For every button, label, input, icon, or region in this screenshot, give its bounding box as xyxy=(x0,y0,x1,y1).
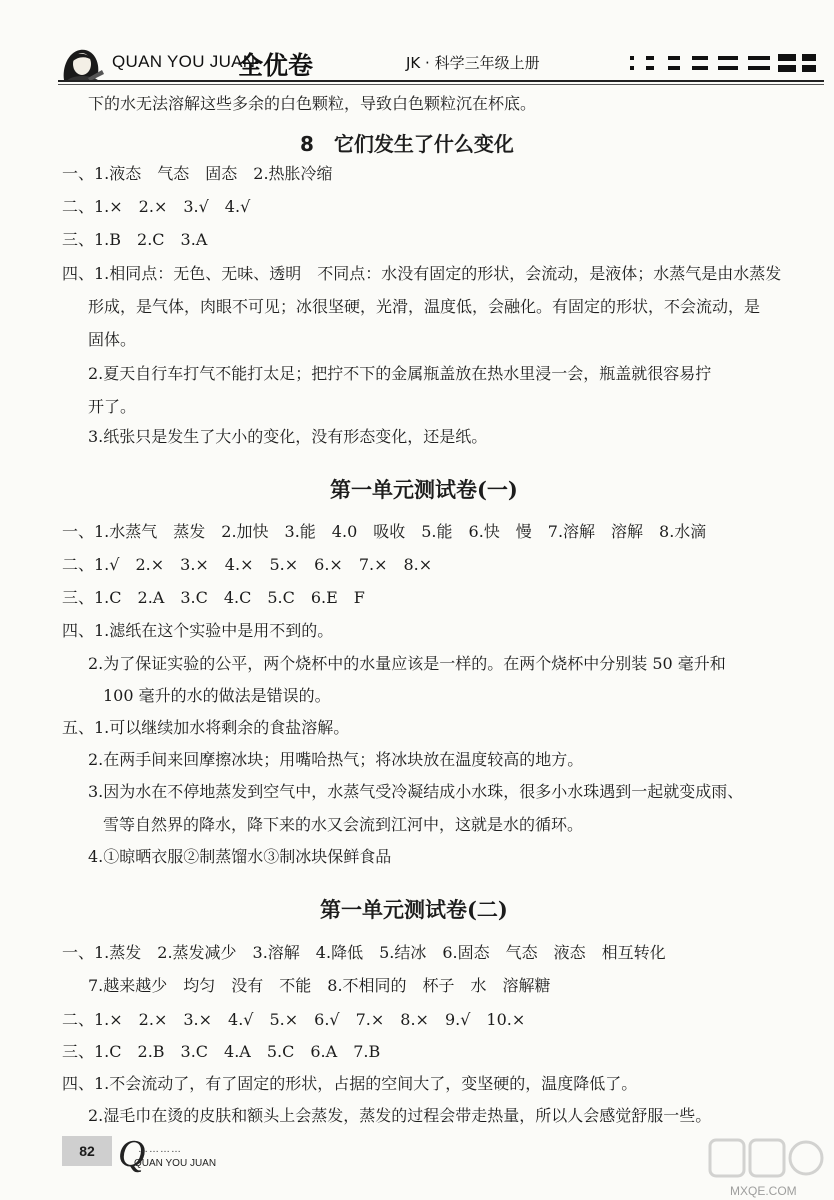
answer-line: 2.湿毛巾在烫的皮肤和额头上会蒸发，蒸发的过程会带走热量，所以人会感觉舒服一些。 xyxy=(88,1106,712,1125)
student-logo-icon xyxy=(58,44,106,82)
answer-line: 二、1.× 2.× 3.√ 4.√ xyxy=(62,197,251,216)
answer-line: 100 毫升的水的做法是错误的。 xyxy=(103,686,331,705)
page-number: 82 xyxy=(62,1136,112,1166)
brand-title: 全优卷 xyxy=(238,51,314,80)
answer-line: 一、1.蒸发 2.蒸发减少 3.溶解 4.降低 5.结冰 6.固态 气态 液态 相互转化 xyxy=(62,943,666,962)
answer-line: 五、1.可以继续加水将剩余的食盐溶解。 xyxy=(62,718,350,737)
answer-line: 三、1.B 2.C 3.A xyxy=(62,230,208,249)
answer-line: 四、1.相同点：无色、无味、透明 不同点：水没有固定的形状，会流动，是液体；水蒸气是由水蒸发 xyxy=(62,264,782,283)
footer-dots: ………… xyxy=(138,1144,182,1155)
answer-line: 4.①晾晒衣服②制蒸馏水③制冰块保鲜食品 xyxy=(88,847,392,866)
continuation-line: 下的水无法溶解这些多余的白色颗粒，导致白色颗粒沉在杯底。 xyxy=(88,94,537,113)
answer-line: 3.因为水在不停地蒸发到空气中，水蒸气受冷凝结成小水珠，很多小水珠遇到一起就变成雨、 xyxy=(88,782,744,801)
answer-line: 四、1.滤纸在这个实验中是用不到的。 xyxy=(62,621,334,640)
subject-label: JK · 科学三年级上册 xyxy=(406,54,540,72)
brand-latin: QUAN YOU JUAN xyxy=(112,52,256,71)
page-header xyxy=(0,38,834,90)
answer-line: 7.越来越少 均匀 没有 不能 8.不相同的 杯子 水 溶解糖 xyxy=(88,976,551,995)
answer-line: 一、1.水蒸气 蒸发 2.加快 3.能 4.0 吸收 5.能 6.快 慢 7.溶解 溶解 8.水滴 xyxy=(62,522,707,541)
unit-test-1-title: 第一单元测试卷(一) xyxy=(330,477,518,502)
answer-line: 开了。 xyxy=(88,397,137,416)
section-8-title: 8 它们发生了什么变化 xyxy=(300,132,514,156)
header-rule-thin xyxy=(58,84,824,85)
watermark-text: MXQE.COM xyxy=(730,1184,797,1198)
answer-line: 2.夏天自行车打气不能打太足；把拧不下的金属瓶盖放在热水里浸一会，瓶盖就很容易拧 xyxy=(88,364,712,383)
footer-logo-letter: Q xyxy=(118,1133,146,1175)
unit-test-2-title: 第一单元测试卷(二) xyxy=(320,897,508,922)
footer-brand: QUAN YOU JUAN xyxy=(134,1158,217,1169)
answer-line: 二、1.√ 2.× 3.× 4.× 5.× 6.× 7.× 8.× xyxy=(62,555,433,574)
answer-line: 2.为了保证实验的公平，两个烧杯中的水量应该是一样的。在两个烧杯中分别装 50 毫升和 xyxy=(88,654,726,673)
answer-line: 三、1.C 2.B 3.C 4.A 5.C 6.A 7.B xyxy=(62,1042,381,1061)
answer-line: 一、1.液态 气态 固态 2.热胀冷缩 xyxy=(62,164,333,183)
answer-line: 3.纸张只是发生了大小的变化，没有形态变化，还是纸。 xyxy=(88,427,488,446)
answer-line: 形成，是气体，肉眼不可见；冰很坚硬，光滑，温度低，会融化。有固定的形状，不会流动，是 xyxy=(88,297,761,316)
answer-line: 二、1.× 2.× 3.× 4.√ 5.× 6.√ 7.× 8.× 9.√ 10.× xyxy=(62,1010,526,1029)
header-dash-decoration xyxy=(628,50,818,78)
answer-line: 三、1.C 2.A 3.C 4.C 5.C 6.E F xyxy=(62,588,365,607)
answer-line: 四、1.不会流动了，有了固定的形状，占据的空间大了，变坚硬的，温度降低了。 xyxy=(62,1074,638,1093)
answer-line: 2.在两手间来回摩擦冰块；用嘴哈热气；将冰块放在温度较高的地方。 xyxy=(88,750,584,769)
header-rule xyxy=(58,80,824,82)
answer-line: 固体。 xyxy=(88,330,137,349)
answer-line: 雪等自然界的降水，降下来的水又会流到江河中，这就是水的循环。 xyxy=(103,815,584,834)
